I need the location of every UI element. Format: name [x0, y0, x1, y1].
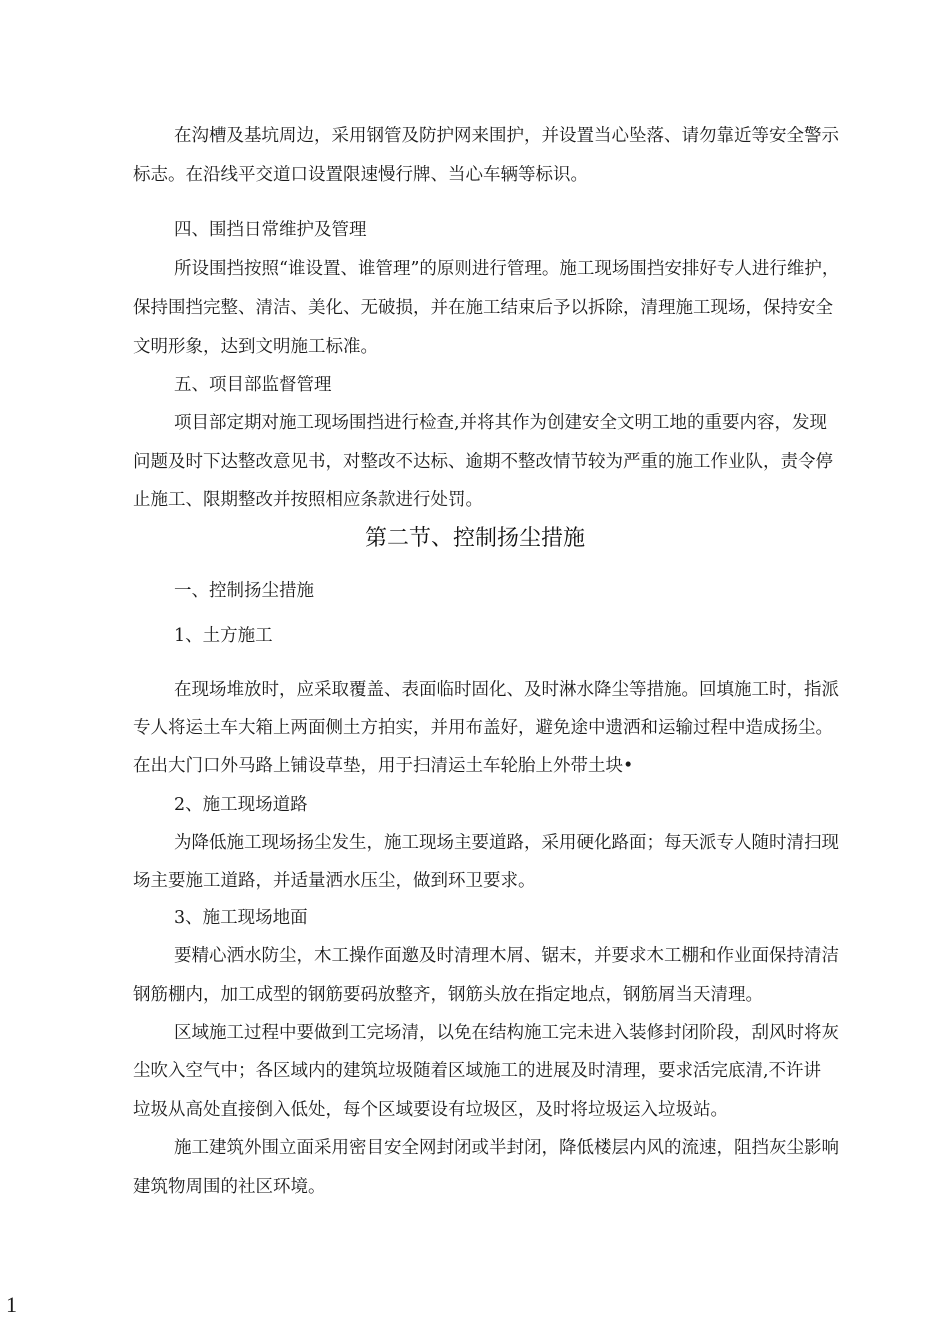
paragraph-line: 为降低施工现场扬尘发生，施工现场主要道路，采用硬化路面；每天派专人随时清扫现 — [174, 833, 839, 853]
subheading-4: 四、围挡日常维护及管理 — [174, 220, 367, 240]
paragraph-line: 区域施工过程中要做到工完场清，以免在结构施工完未进入装修封闭阶段，刮风时将灰 — [174, 1023, 839, 1043]
paragraph-line: 建筑物周围的社区环境。 — [133, 1177, 326, 1197]
paragraph-line: 场主要施工道路，并适量洒水压尘，做到环卫要求。 — [133, 871, 536, 891]
page-number: 1 — [6, 1292, 17, 1317]
subheading-1-1: 1、土方施工 — [174, 626, 273, 646]
paragraph-line: 垃圾从高处直接倒入低处，每个区域要设有垃圾区，及时将垃圾运入垃圾站。 — [133, 1100, 728, 1120]
paragraph-line: 在沟槽及基坑周边，采用钢管及防护网来围护，并设置当心坠落、请勿靠近等安全警示 — [174, 126, 839, 146]
paragraph-line: 要精心洒水防尘，木工操作面邀及时清理木屑、锯末，并要求木工棚和作业面保持清洁 — [174, 946, 839, 966]
paragraph-line: 尘吹入空气中；各区域内的建筑垃圾随着区域施工的进展及时清理，要求活完底清,不许讲 — [133, 1061, 822, 1081]
subheading-1-3: 3、施工现场地面 — [174, 908, 308, 928]
paragraph-line: 保持围挡完整、清洁、美化、无破损，并在施工结束后予以拆除，清理施工现场，保持安全 — [133, 298, 833, 318]
paragraph-line: 在现场堆放时，应采取覆盖、表面临时固化、及时淋水降尘等措施。回填施工时，指派 — [174, 680, 839, 700]
paragraph-line: 专人将运土车大箱上两面侧土方拍实，并用布盖好，避免途中遗洒和运输过程中造成扬尘。 — [133, 718, 833, 738]
paragraph-line: 止施工、限期整改并按照相应条款进行处罚。 — [133, 490, 483, 510]
paragraph-line: 标志。在沿线平交道口设置限速慢行牌、当心车辆等标识。 — [133, 165, 588, 185]
subheading-5: 五、项目部监督管理 — [174, 375, 332, 395]
section-title: 第二节、控制扬尘措施 — [364, 526, 585, 551]
paragraph-line: 施工建筑外围立面采用密目安全网封闭或半封闭，降低楼层内风的流速，阻挡灰尘影响 — [174, 1138, 839, 1158]
paragraph-line: 钢筋棚内，加工成型的钢筋要码放整齐，钢筋头放在指定地点，钢筋屑当天清理。 — [133, 985, 763, 1005]
subheading-1: 一、控制扬尘措施 — [174, 581, 314, 601]
paragraph-line: 项目部定期对施工现场围挡进行检查,并将其作为创建安全文明工地的重要内容，发现 — [174, 413, 828, 433]
paragraph-line: 在出大门口外马路上铺设草垫，用于扫清运土车轮胎上外带土块• — [133, 756, 634, 776]
paragraph-line: 问题及时下达整改意见书，对整改不达标、逾期不整改情节较为严重的施工作业队，责令停 — [133, 452, 833, 472]
paragraph-line: 所设围挡按照“谁设置、谁管理”的原则进行管理。施工现场围挡安排好专人进行维护， — [174, 259, 840, 279]
subheading-1-2: 2、施工现场道路 — [174, 795, 308, 815]
paragraph-line: 文明形象，达到文明施工标准。 — [133, 337, 378, 357]
